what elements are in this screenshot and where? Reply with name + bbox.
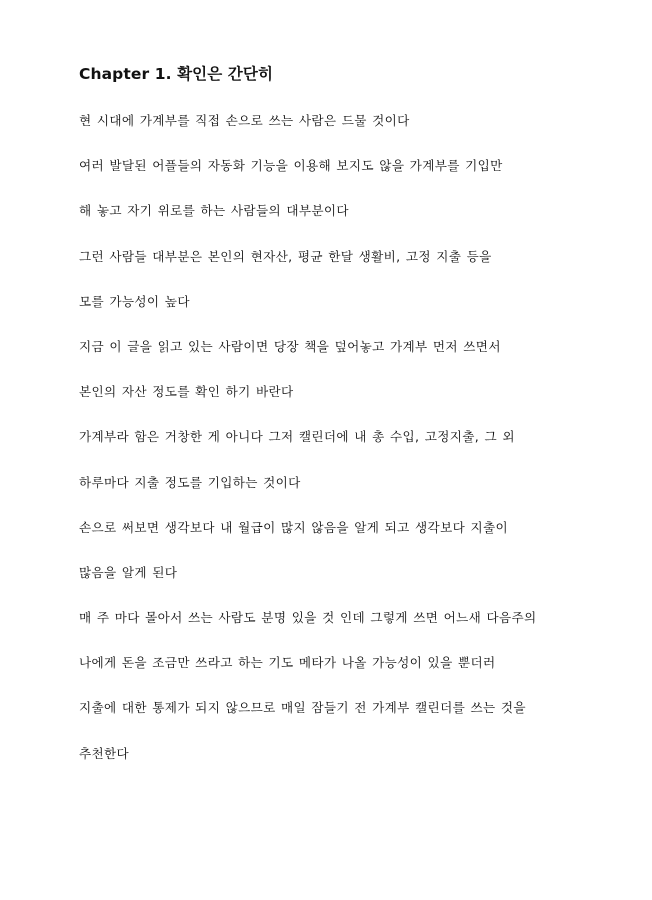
body-line: 지금 이 글을 읽고 있는 사람이면 당장 책을 덮어놓고 가계부 먼저 쓰면서	[79, 338, 501, 354]
body-line: 많음을 알게 된다	[79, 564, 178, 580]
body-line: 가계부라 함은 거창한 게 아니다 그저 캘린더에 내 총 수입, 고정지출, 그 외	[79, 429, 515, 445]
body-line: 손으로 써보면 생각보다 내 월급이 많지 않음을 알게 되고 생각보다 지출이	[79, 519, 508, 535]
body-line: 매 주 마다 몰아서 쓰는 사람도 분명 있을 것 인데 그렇게 쓰면 어느새 다음주의	[79, 610, 537, 626]
body-line: 나에게 돈을 조금만 쓰라고 하는 기도 메타가 나올 가능성이 있을 뿐더러	[79, 655, 496, 671]
body-line: 지출에 대한 통제가 되지 않으므로 매일 잠들기 전 가계부 캘린더를 쓰는 것을	[79, 700, 526, 716]
body-line: 모를 가능성이 높다	[79, 293, 190, 309]
body-line: 해 놓고 자기 위로를 하는 사람들의 대부분이다	[79, 203, 349, 219]
chapter-title: Chapter 1. 확인은 간단히	[79, 65, 274, 83]
body-line: 여러 발달된 어플들의 자동화 기능을 이용해 보지도 않을 가계부를 기입만	[79, 158, 503, 174]
body-line: 하루마다 지출 정도를 기입하는 것이다	[79, 474, 301, 490]
body-line: 추천한다	[79, 745, 130, 761]
body-line: 현 시대에 가계부를 직접 손으로 쓰는 사람은 드물 것이다	[79, 113, 410, 128]
body-line: 그런 사람들 대부분은 본인의 현자산, 평균 한달 생활비, 고정 지출 등을	[79, 248, 492, 264]
body-line: 본인의 자산 정도를 확인 하기 바란다	[79, 384, 294, 400]
body-text	[79, 111, 537, 789]
